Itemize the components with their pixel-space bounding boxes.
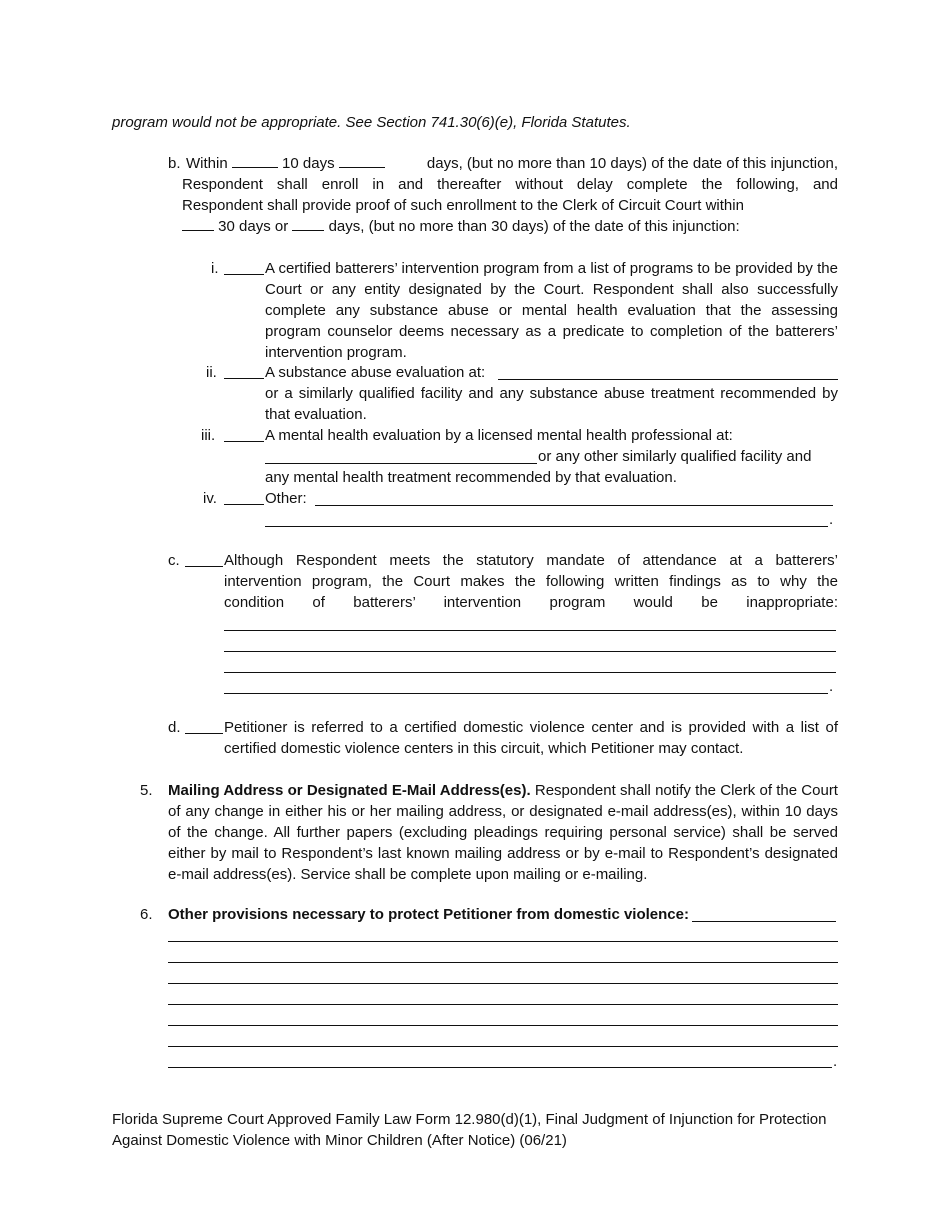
item-iv-end: . [829,511,834,528]
d-label: d. [168,719,181,736]
section6-provisions-blank-0[interactable] [692,921,836,922]
item-iv-line1: Other: [265,490,307,507]
footer-line-1: Florida Supreme Court Approved Family Law Form 12.980(d)(1), Final Judgment of Injunction for Protection [112,1111,827,1128]
b-days-blank-2[interactable] [339,153,385,168]
d-line2: certified domestic violence centers in this circuit, which Petitioner may contact. [224,740,744,757]
section5-number: 5. [140,782,153,799]
c-checkbox-blank[interactable] [185,566,223,567]
section6-number: 6. [140,906,153,923]
b-line4 [182,216,740,237]
item-iii-label: iii. [201,427,216,444]
section5-heading: Mailing Address or Designated E-Mail Address(es). [168,782,531,799]
c-line3: condition of batterers’ intervention program would be inappropriate: [224,594,838,611]
b-line2: Respondent shall enroll in and thereafter without delay complete the following, and [182,176,838,193]
d-checkbox-blank[interactable] [185,733,223,734]
b-30days-text: 30 days or [218,218,289,235]
item-i-checkbox-blank[interactable] [224,274,264,275]
c-findings-line-2[interactable] [224,651,836,652]
b-line1 [186,153,838,174]
item-ii-checkbox-blank[interactable] [224,378,264,379]
section6-provisions-line-3[interactable] [168,983,838,984]
item-ii-rest: or a similarly qualified facility and any substance abuse treatment recommended by that evaluation. [265,385,838,423]
c-findings-line-1[interactable] [224,630,836,631]
item-iii-location-blank[interactable] [265,463,537,464]
b-days-rest: days, (but no more than 10 days) of the date of this injunction, [426,155,838,172]
item-iii-checkbox-blank[interactable] [224,441,264,442]
section5-text: Respondent shall notify the Clerk of the Court of any change in either his or her mailing address, or designated e-mail address(es), within 10 days of the change. All further papers (excluding pleadings requiring personal service) shall be served either by mail to Respondent’s last known mailing address or by e-mail to Respondent’s designated e-mail address(es). Service shall be complete upon mailing or e-mailing. [168,782,838,883]
item-ii-line1: A substance abuse evaluation at: [265,364,486,381]
section6-provisions-line-4[interactable] [168,1004,838,1005]
b-label: b. [168,155,181,172]
section6-end: . [833,1053,838,1070]
b-days-blank-1[interactable] [232,153,278,168]
section5-paragraph [168,780,838,885]
section6-provisions-line-5[interactable] [168,1025,838,1026]
c-findings-line-4[interactable] [224,693,828,694]
section6-provisions-line-2[interactable] [168,962,838,963]
section6-provisions-line-1[interactable] [168,941,838,942]
c-label: c. [168,552,180,569]
b-within-text: Within [186,155,228,172]
section6-heading: Other provisions necessary to protect Petitioner from domestic violence: [168,906,689,923]
b-30days-rest: days, (but no more than 30 days) of the date of this injunction: [328,218,740,235]
item-iii-line2: or any other similarly qualified facility and [538,448,812,465]
footer-line-2: Against Domestic Violence with Minor Children (After Notice) (06/21) [112,1132,567,1149]
b-10days-text: 10 days [282,155,335,172]
item-iv-label: iv. [203,490,217,507]
c-line1: Although Respondent meets the statutory mandate of attendance at a batterers’ [224,552,838,569]
item-i-label: i. [211,260,219,277]
item-iv-other-blank-1[interactable] [315,505,833,506]
b-line3: Respondent shall provide proof of such enrollment to the Clerk of Circuit Court within [182,197,744,214]
item-iii-line1: A mental health evaluation by a licensed mental health professional at: [265,427,733,444]
b-30days-blank-1[interactable] [182,216,214,231]
top-line: program would not be appropriate. See Section 741.30(6)(e), Florida Statutes. [112,114,631,131]
item-iv-other-blank-2[interactable] [265,526,828,527]
section6-provisions-line-6[interactable] [168,1046,838,1047]
c-end: . [829,678,834,695]
section6-provisions-line-7[interactable] [168,1067,832,1068]
c-line2: intervention program, the Court makes the following written findings as to why the [224,573,838,590]
item-ii-label: ii. [206,364,217,381]
item-iii-line3: any mental health treatment recommended by that evaluation. [265,469,677,486]
item-ii-location-blank[interactable] [498,379,838,380]
item-iv-checkbox-blank[interactable] [224,504,264,505]
d-line1: Petitioner is referred to a certified domestic violence center and is provided with a list of [224,719,838,736]
item-i-text: A certified batterers’ intervention program from a list of programs to be provided by the Court or any entity designated by the Court. Respondent shall also successfully complete any substance abuse or mental health evaluation that the assessing program counselor deems necessary as a predicate to completion of the batterers’ intervention program. [265,260,838,361]
b-30days-blank-2[interactable] [292,216,324,231]
c-findings-line-3[interactable] [224,672,836,673]
